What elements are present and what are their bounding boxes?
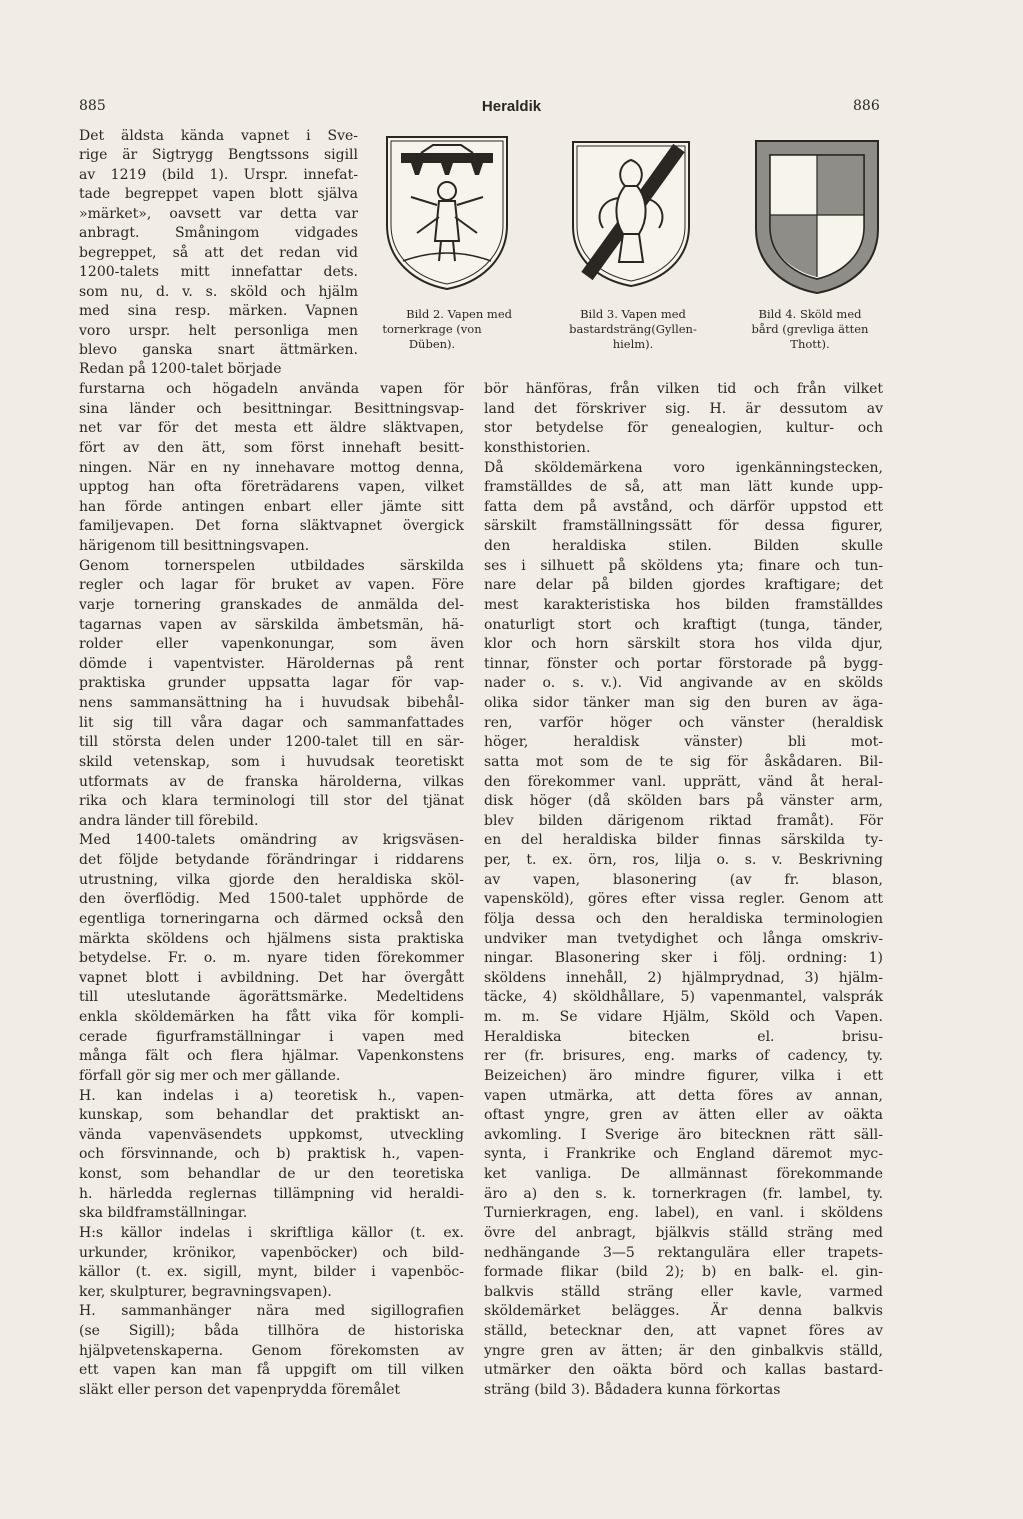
text-line: ska bildframställningar. (79, 1205, 248, 1222)
text-line: »märket», oavsett var detta var (79, 205, 358, 222)
text-line: övre del anbragt, bjälkvis ställd sträng med (484, 1224, 883, 1241)
text-line: Redan på 1200-talet började (79, 361, 282, 378)
text-line: ket vanliga. De allmännast förekommande (484, 1166, 883, 1182)
shield-with-label-icon (383, 133, 511, 293)
text-line: tade begreppet vapen blott själva (79, 186, 358, 203)
text-line: sträng (bild 3). Bådadera kunna förkortas (484, 1381, 781, 1398)
text-line: han förde antingen enbart eller jämte sitt (79, 498, 464, 515)
text-line: vapensköld), göres efter vissa regler. Genom att (484, 891, 883, 908)
text-line: vapen utmärka, att detta föres av annan, (484, 1087, 883, 1104)
caption-line: bastardsträng(Gyllen- (569, 322, 697, 336)
text-line: utrustning, vilka gjorde den heraldiska sköl- (79, 871, 464, 888)
text-line: oftast yngre, gren av ätten eller av oäkta (484, 1107, 883, 1124)
text-line: ker, skulpturer, begravningsvapen). (79, 1283, 332, 1300)
text-line: många fält och flera hjälmar. Vapenkonstens (79, 1048, 464, 1065)
text-line: Genom tornerspelen utbildades särskilda (79, 557, 464, 574)
text-line: förfall gör sig mer och mer gällande. (79, 1067, 341, 1084)
text-line: konst, som behandlar de ur den teoretiska (79, 1166, 464, 1182)
text-line: med sina resp. märken. Vapnen (79, 303, 358, 320)
text-line: Då sköldemärkena voro igenkänningstecken, (484, 459, 883, 476)
left-column-top-text (79, 127, 358, 380)
text-line: olika sidor tänker man sig den buren av äga- (484, 695, 883, 711)
text-line: kunskap, som behandlar det praktiskt an- (79, 1107, 464, 1124)
text-line: Med 1400-talets omändring av krigsväsen- (79, 832, 464, 849)
text-line: formade flikar (bild 2); b) en balk- el. gin- (484, 1264, 883, 1281)
text-line: Det äldsta kända vapnet i Sve- (79, 128, 358, 144)
left-column-text (79, 380, 464, 1401)
text-line: furstarna och högadeln använda vapen för (79, 381, 464, 397)
running-title: Heraldik (481, 98, 542, 115)
text-line: särskilt framställningssätt för dessa figurer, (484, 518, 883, 535)
text-line: andra länder till förebild. (79, 812, 259, 829)
text-line: klor och horn särskilt stora hos vilda djur, (484, 636, 883, 653)
text-line: praktiska grunder uppsatta lagar för vap- (79, 675, 464, 692)
text-line: följa dessa och den heraldiska terminologien (484, 910, 883, 927)
text-line: Heraldiska bitecken el. brisu- (484, 1028, 883, 1045)
text-line: konsthistorien. (484, 439, 591, 456)
text-line: per, t. ex. örn, ros, lilja o. s. v. Beskrivning (484, 852, 883, 868)
text-line: sköldemärket belägges. Är denna balkvis (484, 1303, 883, 1320)
text-line: m. m. Se vidare Hjälm, Sköld och Vapen. (484, 1009, 883, 1025)
text-line: som nu, d. v. s. sköld och hjälm (79, 283, 358, 300)
text-line: betydelse. Fr. o. m. nyare tiden förekommer (79, 950, 464, 967)
text-line: bör hänföras, från vilken tid och från vilket (484, 381, 883, 397)
text-line: onaturligt stort och kraftigt (tunga, tänder, (484, 616, 883, 633)
text-line: utmärker den oäkta börd och kallas bastard- (484, 1362, 883, 1379)
text-line: tinnar, fönster och portar förstorade på bygg- (484, 655, 883, 672)
text-line: en del heraldiska bilder finnas särskilda ty- (484, 832, 883, 849)
text-line: blevo ganska snart ättmärken. (79, 341, 358, 358)
text-line: höger, heraldisk vänster) bli mot- (484, 734, 883, 751)
figure-bild-4 (752, 137, 882, 297)
text-line: familjevapen. Det forna släktvapnet övergick (79, 518, 464, 535)
text-line: den förekommer vanl. upprätt, vänd åt heral- (484, 773, 883, 790)
text-line: H. sammanhänger nära med sigillografien (79, 1303, 464, 1320)
text-line: fatta dem på avstånd, och därför uppstod ett (484, 498, 883, 515)
text-line: av vapen, blasonering (av fr. blason, (484, 871, 883, 888)
text-line: h. härledda reglernas tillämpning vid heraldi- (79, 1185, 464, 1202)
text-line: egentliga torneringarna och därmed också den (79, 910, 464, 927)
text-line: 1200-talets mitt innefattar dets. (79, 264, 358, 281)
text-line: släkt eller person det vapenprydda föremålet (79, 1381, 400, 1398)
text-line: källor (t. ex. sigill, mynt, bilder i vapenböc- (79, 1264, 464, 1281)
caption-line: Bild 4. Sköld med (758, 307, 862, 321)
figure-bild-3-caption (552, 307, 714, 352)
text-line: till största delen under 1200-talet till en sär- (79, 734, 464, 751)
text-line: Beizeichen) äro mindre figurer, vilka i ett (484, 1067, 883, 1084)
text-line: äro a) den s. k. tornerkragen (fr. lambel, ty. (484, 1185, 883, 1202)
text-line: ningar. Blasonering sker i följ. ordning: 1) (484, 950, 883, 967)
caption-line: Bild 2. Vapen med (406, 307, 512, 321)
text-line: det följde betydande förändringar i riddarens (79, 852, 464, 868)
text-line: till uteslutande ägorättsmärke. Medeltidens (79, 989, 464, 1006)
left-page-number: 885 (79, 98, 106, 114)
text-line: utformats av de franska härolderna, vilkas (79, 773, 464, 790)
right-column-text (484, 380, 883, 1401)
text-line: av 1219 (bild 1). Urspr. innefat- (79, 166, 358, 183)
text-line: sina länder och besittningar. Besittningsvap- (79, 400, 464, 417)
text-line: och försvinnande, och b) praktisk h., vapen- (79, 1146, 464, 1163)
text-line: satta mot som de te sig för åskådaren. Bil- (484, 753, 883, 770)
text-line: den heraldiska stilen. Bilden skulle (484, 538, 883, 554)
text-line: synta, i Frankrike och England däremot myc- (484, 1146, 883, 1163)
text-line: enkla sköldemärken ha fått vika för kompli- (79, 1009, 464, 1025)
text-line: härigenom till besittningsvapen. (79, 538, 310, 554)
figure-bild-2-caption (352, 307, 512, 352)
text-line: tagarnas vapen av särskilda ämbetsmän, hä- (79, 616, 464, 633)
text-line: nare delar på bilden gjordes kraftigare; det (484, 577, 883, 594)
text-line: skild vetenskap, som i huvudsak teoretiskt (79, 753, 464, 770)
caption-line: Thott). (790, 337, 830, 351)
text-line: varje tornering granskades de anmälda del- (79, 596, 464, 613)
figure-bild-4-caption (730, 307, 890, 352)
text-line: undviker man tvetydighet och långa omskriv- (484, 930, 883, 947)
text-line: dömde i vapentvister. Häroldernas på rent (79, 655, 464, 672)
quartered-shield-icon (752, 137, 882, 297)
text-line: yngre gren av ätten; är den ginbalkvis ställd, (484, 1342, 883, 1359)
text-line: ställd, betecknar den, att vapnet föres av (484, 1323, 883, 1339)
figure-bild-2 (383, 133, 511, 293)
caption-line: Düben). (408, 337, 456, 351)
text-line: balkvis ställd sträng eller kavle, varmed (484, 1283, 883, 1300)
text-line: mest karakteristiska hos bilden framställdes (484, 596, 883, 613)
text-line: nedhängande 3—5 rektangulära eller trapets- (484, 1244, 883, 1261)
shield-with-bend-icon (569, 138, 693, 290)
text-line: begreppet, så att det redan vid (79, 244, 358, 261)
text-line: rolder eller vapenkonungar, som även (79, 636, 464, 653)
text-line: disk höger (då skölden bars på vänster arm, (484, 793, 883, 810)
text-line: framställdes de så, att man lätt kunde upp- (484, 479, 883, 496)
text-line: avkomling. I Sverige äro bitecknen rätt säll- (484, 1126, 883, 1143)
text-line: upptog han ofta företrädarens vapen, vilket (79, 479, 464, 496)
text-line: vapnet blott i avbildning. Det har övergått (79, 969, 464, 986)
text-line: hjälpvetenskaperna. Genom förekomsten av (79, 1342, 464, 1359)
text-line: den överflödig. Med 1500-talet upphörde de (79, 891, 464, 908)
text-line: ningen. När en ny innehavare mottog denna, (79, 459, 464, 476)
text-line: ren, varför höger och vänster (heraldisk (484, 714, 883, 731)
text-line: rer (fr. brisures, eng. marks of cadency, ty. (484, 1048, 883, 1065)
text-line: ses i silhuett på sköldens yta; finare och tun- (484, 557, 883, 574)
text-line: urkunder, krönikor, vapenböcker) och bild- (79, 1244, 464, 1261)
text-line: cerade figurframställningar i vapen med (79, 1028, 464, 1045)
text-line: täcke, 4) sköldhållare, 5) vapenmantel, valsprák (484, 989, 883, 1006)
text-line: (se Sigill); båda tillhöra de historiska (79, 1323, 464, 1339)
text-line: anbragt. Småningom vidgades (79, 225, 358, 242)
text-line: land det förskriver sig. H. är dessutom av (484, 400, 883, 417)
text-line: Turnierkragen, eng. label), en vanl. i sköldens (484, 1205, 883, 1222)
text-line: vända vapenväsendets uppkomst, utveckling (79, 1126, 464, 1143)
text-line: H:s källor indelas i skriftliga källor (t. ex. (79, 1224, 464, 1241)
text-line: stor betydelse för genealogien, kultur- och (484, 420, 883, 437)
caption-line: hielm). (612, 337, 654, 351)
text-line: rige är Sigtrygg Bengtssons sigill (79, 147, 358, 164)
text-line: blev bilden därigenom riktad framåt). För (484, 812, 883, 829)
caption-line: tornerkrage (von (382, 322, 482, 336)
text-line: lit sig till våra dagar och sammanfattades (79, 714, 464, 731)
right-page-number: 886 (853, 98, 880, 114)
text-line: sköldens innehåll, 2) hjälmprydnad, 3) hjälm- (484, 969, 883, 986)
text-line: rika och klara terminologi till stor del tjänat (79, 793, 464, 810)
text-line: ett vapen kan man få uppgift om till vilken (79, 1362, 464, 1379)
caption-line: bård (grevliga ätten (751, 322, 869, 336)
text-line: nens sammansättning ha i huvudsak bibehål- (79, 695, 464, 711)
text-line: net var för det mesta ett äldre släktvapen, (79, 420, 464, 437)
text-line: regler och lagar för bruket av vapen. Före (79, 577, 464, 594)
text-line: voro urspr. helt personliga men (79, 322, 358, 339)
text-line: H. kan indelas i a) teoretisk h., vapen- (79, 1087, 464, 1104)
text-line: nader o. s. v.). Vid angivande av en skölds (484, 675, 883, 692)
caption-line: Bild 3. Vapen med (580, 307, 686, 321)
text-line: märkta sköldens och hjälmens sista praktiska (79, 930, 464, 947)
figure-bild-3 (569, 138, 693, 290)
text-line: fört av den ätt, som först innehaft besitt- (79, 439, 464, 456)
